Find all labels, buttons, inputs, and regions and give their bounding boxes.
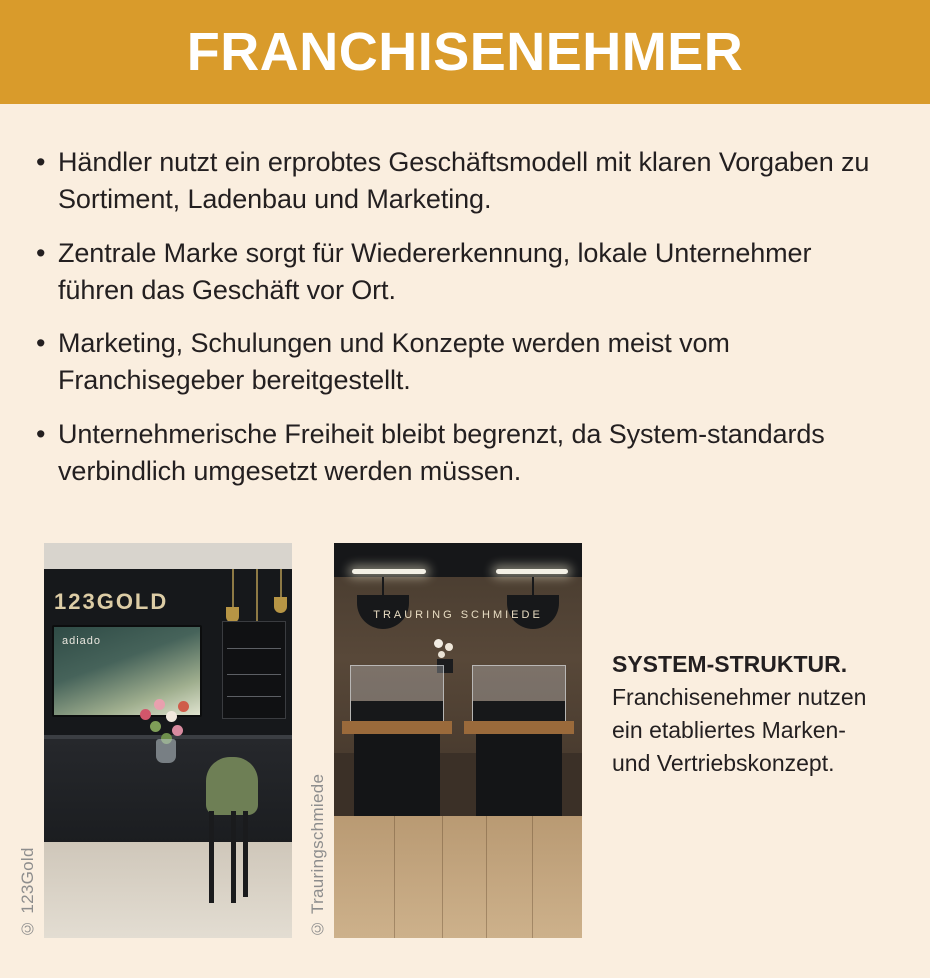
page-title: FRANCHISENEHMER	[186, 22, 744, 82]
media-row	[0, 543, 930, 943]
list-item	[36, 416, 884, 491]
photo1-pendant-cord	[232, 569, 234, 609]
photo-trauringschmiede-store	[334, 543, 582, 938]
photo2-light-strip	[496, 569, 568, 574]
list-item-text: Unternehmerische Freiheit bleibt begrenzt, da System-standards verbindlich umgesetzt werden müssen.	[58, 418, 825, 486]
list-item-text: Marketing, Schulungen und Konzepte werden meist vom Franchisegeber bereitgestellt.	[58, 328, 730, 396]
photo1-floor	[44, 842, 292, 938]
photo1-wall-cabinet	[222, 621, 286, 719]
side-note	[612, 543, 882, 779]
list-item	[36, 144, 884, 219]
bullet-list	[0, 104, 930, 490]
photo2-floor	[334, 816, 582, 938]
bullet-marker: •	[36, 418, 46, 449]
list-item-text: Zentrale Marke sorgt für Wiedererkennung, lokale Unternehmer führen das Geschäft vor Ort.	[58, 237, 812, 305]
photo-123gold-store	[44, 543, 292, 938]
image-credit-trauringschmiede: © Trauringschmiede	[308, 773, 327, 938]
photo2-light-strip	[352, 569, 426, 574]
bullet-marker: •	[36, 237, 46, 268]
side-note-body: Franchisenehmer nutzen ein etabliertes Marken- und Vertriebskonzept.	[612, 684, 867, 776]
photo1-bar-stool	[206, 757, 258, 815]
bullet-marker: •	[36, 328, 46, 358]
photo2-display-case	[350, 665, 444, 723]
side-note-heading: SYSTEM-STRUKTUR.	[612, 651, 848, 677]
photo1-flower-bouquet	[136, 693, 194, 745]
header-banner	[0, 0, 930, 104]
bullet-marker: •	[36, 147, 46, 177]
photo1-brand-sign: 123GOLD	[54, 589, 169, 614]
photo1-screen-text: adiado	[62, 635, 102, 647]
photo1-ceiling	[44, 543, 292, 569]
list-item	[36, 235, 884, 310]
photo1-vase	[156, 739, 176, 763]
list-item	[36, 325, 884, 400]
photo2-wood-ledge	[342, 721, 452, 734]
image-credit-123gold: © 123Gold	[18, 847, 37, 938]
photo1-pendant-lamp	[274, 597, 287, 613]
photo2-wood-ledge	[464, 721, 574, 734]
photo1-pendant-cord	[280, 569, 282, 599]
list-item-text: Händler nutzt ein erprobtes Geschäftsmodell mit klaren Vorgaben zu Sortiment, Ladenbau und Marketing.	[58, 147, 870, 215]
photo2-brand-sign: TRAURING SCHMIEDE	[373, 609, 543, 621]
photo2-display-case	[472, 665, 566, 723]
